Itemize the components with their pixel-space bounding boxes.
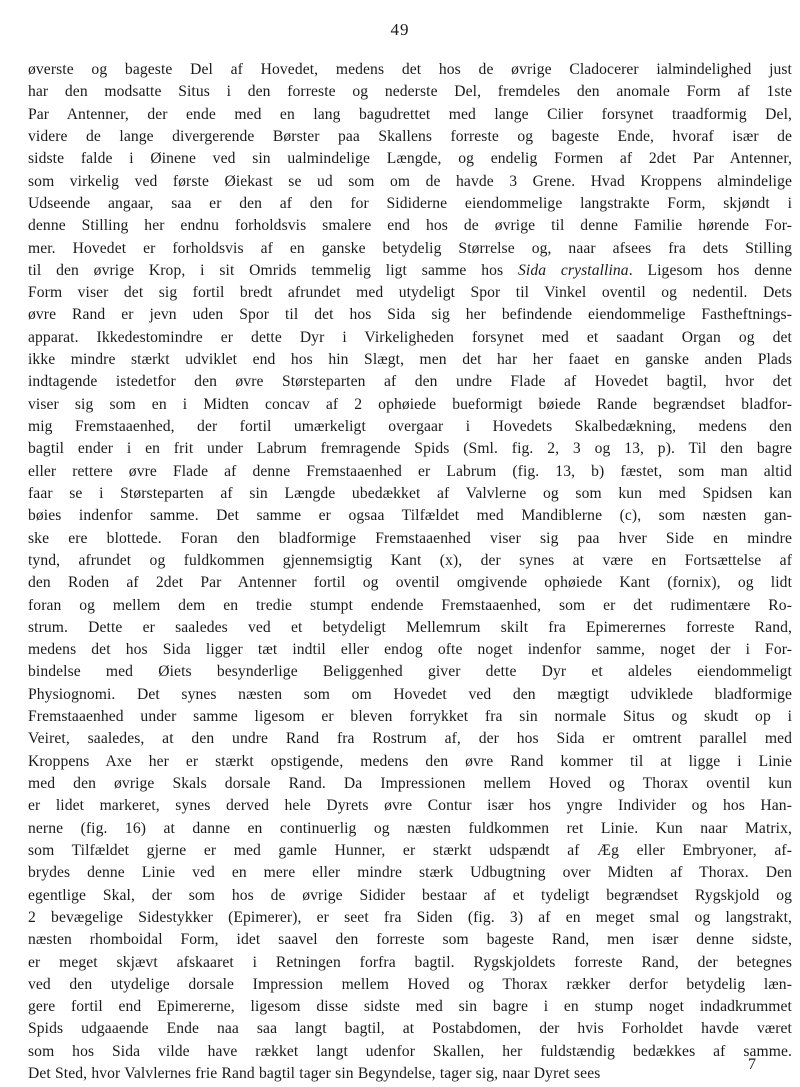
page-number: 49 — [390, 20, 410, 39]
text-line: ved den utydelige dorsale Impression mellem Hoved og Thorax rækker derfor betydelig læn- — [28, 975, 792, 993]
text-line: bagtil ender i en frit under Labrum fremragende Spids (Sml. fig. 2, 3 og 13, p). Til den bagre — [28, 440, 792, 458]
text-line: mer. Hovedet er forholdsvis af en ganske betydelig Størrelse og, naar afsees fra dets Stilling — [28, 239, 792, 257]
text-line: Det Sted, hvor Valvlernes frie Rand bagtil tager sin Begyndelse, tager sig, naar Dyret sees — [28, 1065, 601, 1083]
text-line: denne Stilling her endnu forholdsvis smalere end hos de øvrige til denne Familie hørende For- — [28, 217, 792, 235]
text-line: Spids udgaaende Ende naa saa langt bagtil, at Postabdomen, der hvis Forholdet havde været — [28, 1020, 792, 1038]
text-line: eller rettere øvre Flade af denne Fremstaaenhed er Labrum (fig. 13, b) fæstet, som man altid — [28, 462, 792, 480]
text-line: Par Antenner, der ende med en lang bagudrettet med lange Cilier forsynet traadformig Del, — [28, 105, 792, 123]
text-line: næsten rhomboidal Form, idet saavel den forreste som bageste Rand, men især denne sidste, — [28, 931, 792, 949]
text-line: sidste falde i Øinene ved sin ualmindelige Længde, og endelig Formen af 2det Par Antenner, — [28, 150, 792, 168]
text-line: øverste og bageste Del af Hovedet, medens det hos de øvrige Cladocerer ialmindelighed just — [28, 61, 792, 78]
text-line: Form viser det sig fortil bredt afrundet med utydeligt Spor til Vinkel oventil og nedentil. Dets — [28, 284, 792, 302]
text-line: brydes denne Linie ved en mere eller mindre stærk Udbugtning over Midten af Thorax. Den — [28, 864, 792, 882]
text-line: indtagende istedetfor den øvre Størsteparten af den undre Flade af Hovedet bagtil, hvor det — [28, 373, 792, 391]
text-line: ske ere blottede. Foran den bladformige Fremstaaenhed viser sig paa hver Side en mindre — [28, 529, 792, 547]
text-line: bindelse med Øiets besynderlige Beliggenhed giver dette Dyr et aldeles eiendommeligt — [28, 663, 792, 681]
text-line: er lidet markeret, synes derved hele Dyrets øvre Contur især hos yngre Individer og hos Han- — [28, 797, 792, 815]
text-line: gere fortil end Epimererne, ligesom disse sidste med sin bagre i en stump noget indadkrummet — [28, 998, 792, 1016]
text-line: medens det hos Sida ligger tæt indtil eller endog ofte noget indenfor samme, noget der i For- — [28, 641, 792, 659]
text-line: ikke mindre stærkt udviklet end hos hin Slægt, men det har her faaet en ganske anden Plads — [28, 351, 792, 369]
text-line: Physiognomi. Det synes næsten som om Hovedet ved den mægtigt udviklede bladformige — [28, 685, 792, 703]
text-line: som hos Sida vilde have rækket langt udenfor Skallen, her fuldstændig bedækkes af samme. — [28, 1042, 792, 1060]
text-line: mig Fremstaaenhed, der fortil umærkeligt overgaar i Hovedets Skalbedækning, medens den — [28, 418, 792, 435]
text-line: videre de lange divergerende Børster paa Skallens forreste og bageste Ende, hvoraf især de — [28, 127, 792, 145]
text-line: foran og mellem dem en tredie stumpt endende Fremstaaenhed, som er det rudimentære Ro- — [28, 596, 792, 614]
text-line: bøies indenfor samme. Det samme er ogsaa Tilfældet med Mandiblerne (c), som næsten gan- — [28, 507, 792, 525]
text-line: den Roden af 2det Par Antenner fortil og oventil omgivende ophøiede Kant (fornix), og lidt — [28, 574, 792, 592]
text-line: tynd, afrundet og fuldkommen gjennemsigtig Kant (x), der synes at være en Fortsættelse af — [28, 551, 792, 569]
text-line: har den modsatte Situs i den forreste og nederste Del, fremdeles den anomale Form af 1ste — [28, 83, 792, 101]
text-line: er meget skjævt afskaaret i Retningen forfra bagtil. Rygskjoldets forreste Rand, der betegnes — [28, 953, 792, 971]
text-line: nerne (fig. 16) at danne en continuerlig og næsten fuldkommen ret Linie. Kun naar Matrix, — [28, 819, 792, 837]
signature-mark: 7 — [748, 1056, 756, 1073]
text-line: øvre Rand er jevn uden Spor til det hos Sida sig her befindende eiendommelige Fastheftnings- — [28, 306, 792, 324]
text-line: Kroppens Axe her er stærkt opstigende, medens den øvre Rand kommer til at ligge i Linie — [28, 752, 792, 770]
text-line: med den øvrige Skals dorsale Rand. Da Impressionen mellem Hoved og Thorax oventil kun — [28, 775, 792, 792]
text-line: til den øvrige Krop, i sit Omrids temmelig ligt samme hos Sida crystallina. Ligesom hos denne — [28, 261, 793, 279]
text-line: apparat. Ikkedestomindre er dette Dyr i Virkeligheden forsynet med et saadant Organ og det — [28, 328, 792, 346]
text-line: viser sig som en i Midten concav af 2 ophøiede bueformigt bøiede Rande begrændset bladfor- — [28, 395, 792, 413]
text-line: Fremstaaenhed under samme ligesom er bleven forrykket fra sin normale Situs og skudt op i — [28, 708, 792, 726]
text-line: som Tilfældet gjerne er med gamle Hunner, er stærkt udspændt af Æg eller Embryoner, af- — [28, 841, 792, 859]
text-line: Veiret, saaledes, at den undre Rand fra Rostrum af, der hos Sida er omtrent parallel med — [28, 730, 792, 748]
body-text — [28, 59, 792, 1085]
text-line: strum. Dette er saaledes ved et betydeligt Mellemrum skilt fra Epimerernes forreste Rand, — [28, 618, 792, 636]
text-line: egentlige Skal, der som hos de øvrige Sidider bestaar af et tydeligt begrændset Rygskjold og — [28, 886, 792, 904]
text-line: 2 bevægelige Sidestykker (Epimerer), er seet fra Siden (fig. 3) af en meget smal og langstrakt, — [28, 908, 792, 926]
text-line: faar se i Størsteparten af sin Længde ubedækket af Valvlerne og som kun med Spidsen kan — [28, 484, 792, 502]
text-line: Udseende angaar, saa er den af den for Sididerne eiendommelige langstrakte Form, skjøndt i — [28, 194, 792, 212]
text-line: som virkelig ved første Øiekast se ud som om de havde 3 Grene. Hvad Kroppens almindelige — [28, 172, 792, 190]
